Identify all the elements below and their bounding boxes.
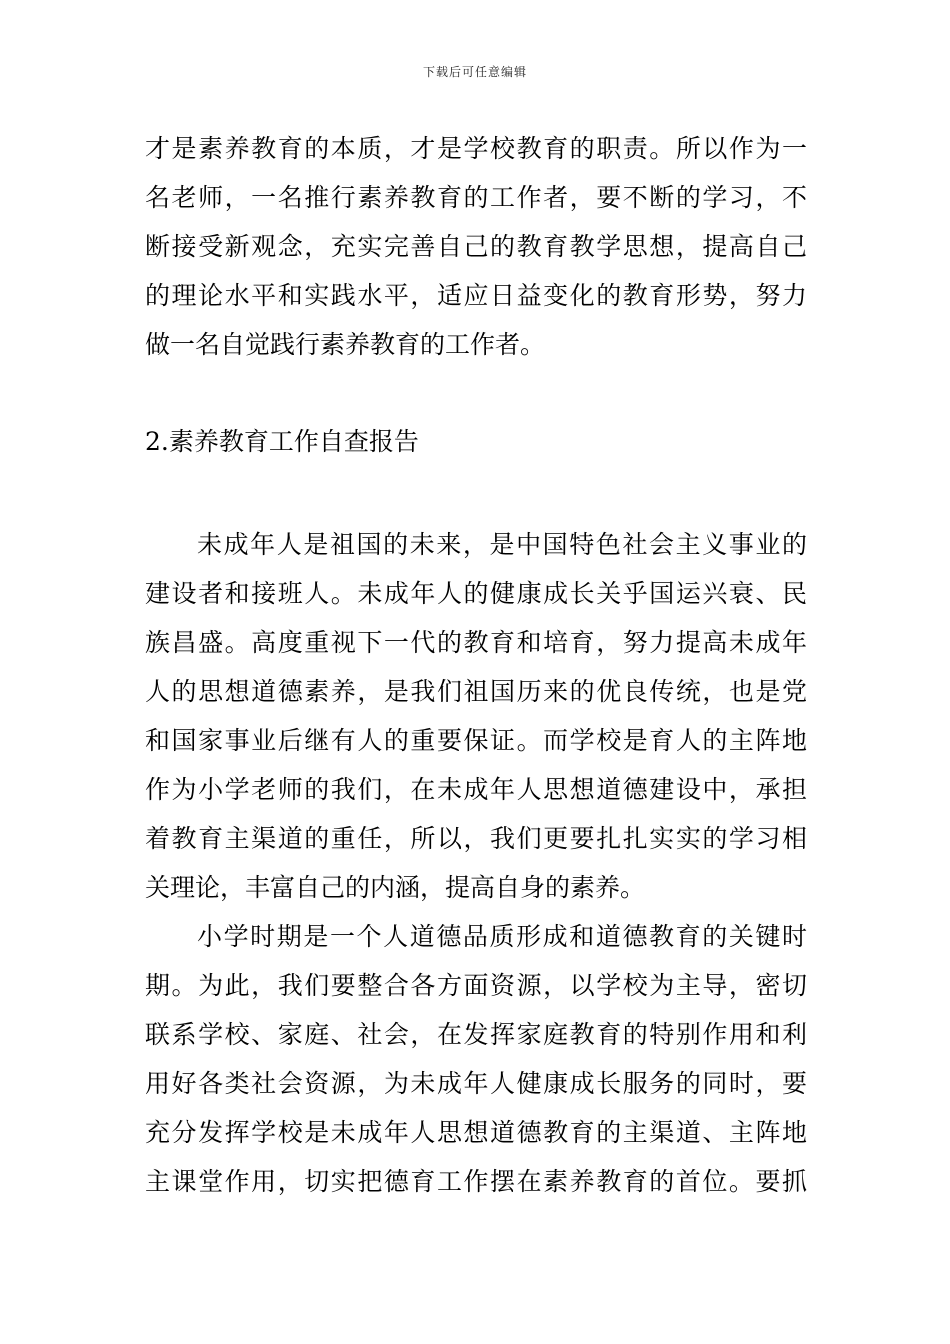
paragraph-3-line: 用好各类社会资源，为未成年人健康成长服务的同时，要: [145, 1069, 807, 1098]
paragraph-1-line: 的理论水平和实践水平，适应日益变化的教育形势，努力: [145, 281, 807, 310]
paragraph-2-line: 和国家事业后继有人的重要保证。而学校是育人的主阵地: [145, 726, 807, 755]
paragraph-2-line: 人的思想道德素养，是我们祖国历来的优良传统，也是党: [145, 677, 807, 706]
paragraph-1-line: 断接受新观念，充实完善自己的教育教学思想，提高自己: [145, 232, 807, 261]
section-heading: 2.素养教育工作自查报告: [145, 427, 419, 456]
paragraph-2-line: 着教育主渠道的重任，所以，我们更要扎扎实实的学习相: [145, 824, 807, 853]
paragraph-2-line: 作为小学老师的我们，在未成年人思想道德建设中，承担: [145, 775, 807, 804]
paragraph-2-line: 族昌盛。高度重视下一代的教育和培育，努力提高未成年: [145, 628, 807, 657]
page-header: 下载后可任意编辑: [422, 65, 527, 79]
paragraph-1-line: 做一名自觉践行素养教育的工作者。: [145, 330, 546, 359]
paragraph-2-line: 未成年人是祖国的未来，是中国特色社会主义事业的: [197, 530, 807, 559]
spacer: [145, 369, 807, 417]
paragraph-2-line: 建设者和接班人。未成年人的健康成长关乎国运兴衰、民: [145, 579, 807, 608]
paragraph-3-line: 主课堂作用，切实把德育工作摆在素养教育的首位。要抓: [145, 1167, 807, 1196]
paragraph-2-line: 关理论，丰富自己的内涵，提高自身的素养。: [145, 873, 646, 902]
document-body: [145, 124, 807, 1206]
spacer: [145, 466, 807, 520]
paragraph-3-line: 联系学校、家庭、社会，在发挥家庭教育的特别作用和利: [145, 1020, 807, 1049]
paragraph-2: [145, 520, 807, 912]
paragraph-3-line: 充分发挥学校是未成年人思想道德教育的主渠道、主阵地: [145, 1118, 807, 1147]
paragraph-1: [145, 124, 807, 369]
paragraph-1-line: 名老师，一名推行素养教育的工作者，要不断的学习，不: [145, 183, 807, 212]
paragraph-3-line: 小学时期是一个人道德品质形成和道德教育的关键时: [197, 922, 807, 951]
paragraph-3-line: 期。为此，我们要整合各方面资源，以学校为主导，密切: [145, 971, 807, 1000]
paragraph-3: [145, 912, 807, 1206]
paragraph-1-line: 才是素养教育的本质，才是学校教育的职责。所以作为一: [145, 134, 807, 163]
